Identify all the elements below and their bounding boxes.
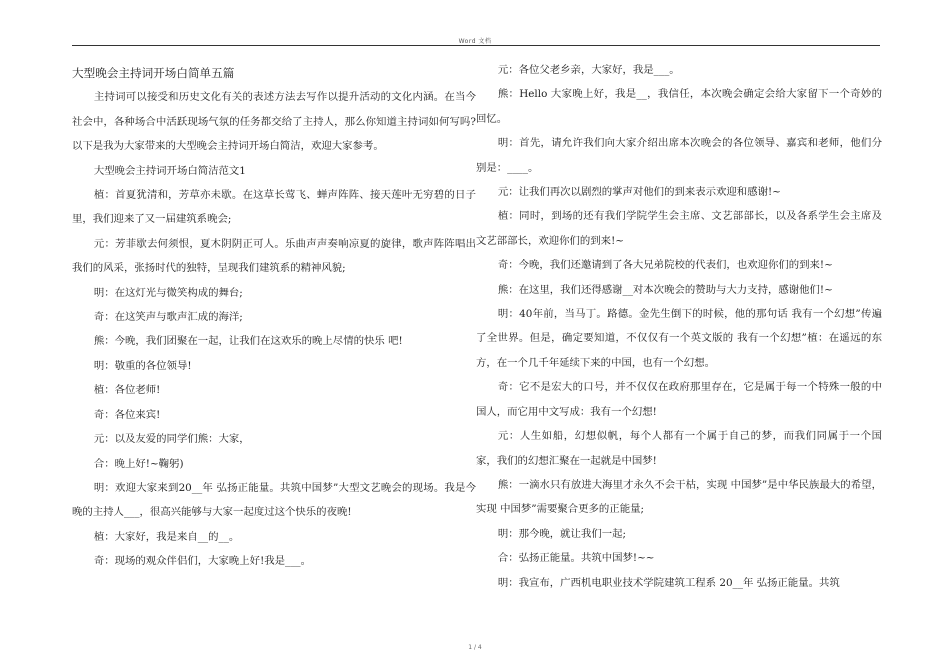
page-header: Word 文档 [458,38,492,45]
paragraph: 明：我宣布，广西机电职业技术学院建筑工程系 20__年 弘扬正能量。共筑 [497,576,840,589]
paragraph: 熊：在这里，我们还得感谢__对本次晚会的赞助与大力支持，感谢他们!~ [497,283,833,296]
paragraph: 熊：一滴水只有放进大海里才永久不会干枯，实现 中国梦”是中华民族最大的希望，实现 中国梦”需要聚合更多的正能量; [476,478,882,516]
paragraph: 熊：今晚，我们团聚在一起，让我们在这欢乐的晚上尽情的快乐 吧! [93,335,403,348]
paragraph: 明：敬重的各位领导! [93,359,192,372]
left-column [72,58,476,574]
header-divider [72,45,880,46]
paragraph: 明：在这灯光与微笑构成的舞台; [93,286,243,299]
paragraph: 植：大家好，我是来自__的__。 [93,530,240,543]
paragraph: 奇：各位来宾! [93,408,161,421]
paragraph: 奇：它不是宏大的口号，并不仅仅在政府那里存在，它是属于每一个特殊一般的中国人，而它用中文写成：我有一个幻想! [476,381,882,418]
paragraph: 熊：Hello 大家晚上好，我是__，我信任，本次晚会确定会给大家留下一个奇妙的回忆。 [476,88,882,125]
paragraph: 元：芳菲歇去何须恨，夏木阴阴正可人。乐曲声声奏响凉夏的旋律，歌声阵阵唱出我们的风采，张扬时代的独特，呈现我们建筑系的精神风貌; [72,237,476,275]
paragraph: 明：40年前，当马丁。路德。金先生倒下的时候，他的那句话 我有一个幻想”传遍了全世界。但是，确定要知道，不仅仅有一个英文版的 我有一个幻想”植：在遥远的东方，在一个几千年延续下来的中国，也有一个幻想。 [476,308,882,369]
paragraph: 明：欢迎大家来到20__年 弘扬正能量。共筑中国梦”大型文艺晚会的现场。我是今晚的主持人___，很高兴能够与大家一起度过这个快乐的夜晚! [72,481,476,519]
paragraph: 元：人生如船，幻想似帆，每个人都有一个属于自己的梦，而我们同属于一个国家，我们的幻想汇聚在一起就是中国梦! [476,430,882,467]
paragraph: 明：首先，请允许我们向大家介绍出席本次晚会的各位领导、嘉宾和老师，他们分别是：____。 [476,137,882,174]
paragraph: 植：同时，到场的还有我们学院学生会主席、文艺部部长，以及各系学生会主席及文艺部部长，欢迎你们的到来!~ [476,210,882,247]
paragraph: 明：那今晚，就让我们一起; [497,527,627,540]
paragraph: 奇：现场的观众伴侣们，大家晚上好!我是___。 [93,555,312,568]
paragraph: 主持词可以接受和历史文化有关的表述方法去写作以提升活动的文化内涵。在当今社会中，各种场合中活跃现场气氛的任务都交给了主持人，那么你知道主持词如何写吗?以下是我为大家带来的大型晚会主持词开场白简洁，欢迎大家参考。 [72,91,476,153]
paragraph: 元：让我们再次以剧烈的掌声对他们的到来表示欢迎和感谢!~ [497,186,781,199]
paragraph: 奇：在这笑声与歌声汇成的海洋; [93,311,243,324]
section-heading: 大型晚会主持词开场白简洁范文1 [93,164,246,177]
paragraph: 合：晚上好!~鞠躬) [93,457,184,470]
paragraph: 元：各位父老乡亲，大家好，我是___。 [497,64,680,76]
paragraph: 合：弘扬正能量。共筑中国梦!~~ [497,552,655,565]
document-title: 大型晚会主持词开场白简单五篇 [72,66,235,80]
paragraph: 植：首夏犹清和，芳草亦未歇。在这草长莺飞、蝉声阵阵、接天莲叶无穷碧的日子里，我们迎来了又一届建筑系晚会; [72,189,476,226]
paragraph: 植：各位老师! [93,384,161,397]
right-column [476,58,882,595]
paragraph: 元：以及友爱的同学们熊：大家， [93,433,250,446]
paragraph: 奇：今晚，我们还邀请到了各大兄弟院校的代表们，也欢迎你们的到来!~ [497,259,833,272]
page-number: 1 / 4 [468,644,482,651]
